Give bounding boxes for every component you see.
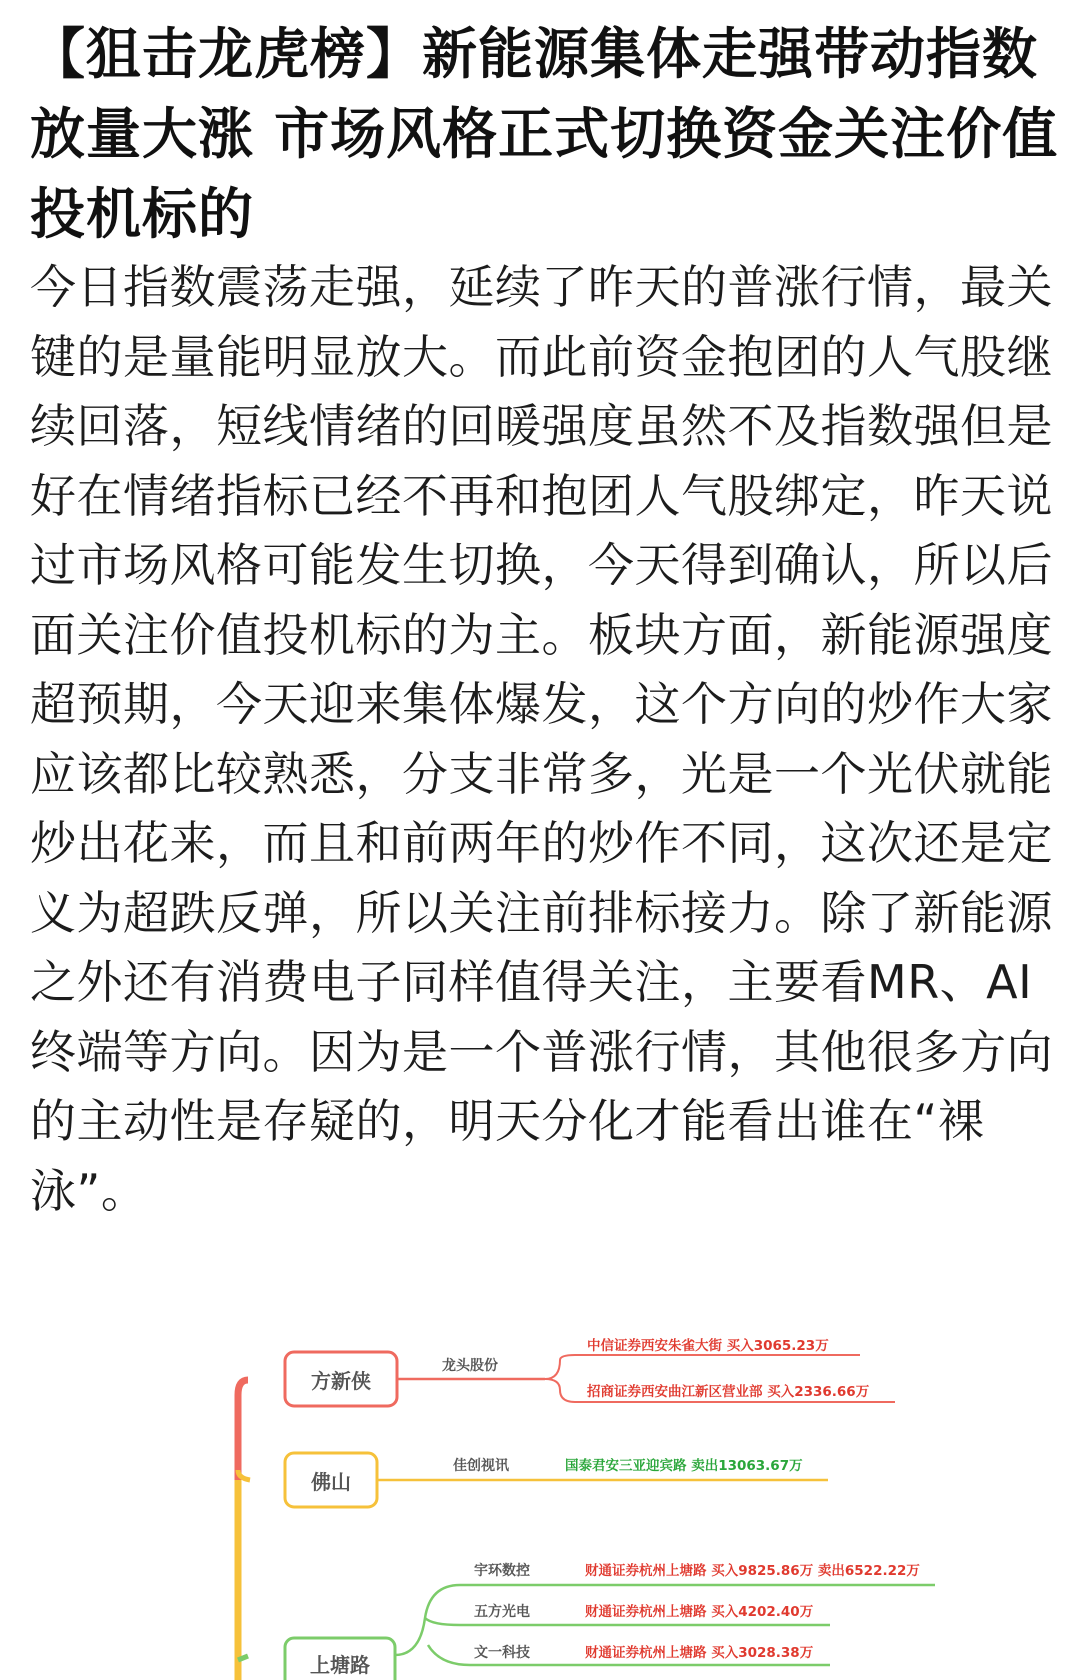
trunk-red — [238, 1380, 248, 1480]
mindmap-svg — [0, 1300, 1080, 1680]
node-shangtanglu-label: 上塘路 — [310, 1653, 370, 1677]
stock-wufang: 五方光电 — [474, 1604, 530, 1620]
line-longtou-seat1 — [545, 1355, 860, 1379]
stock-yuhuan: 宇环数控 — [474, 1563, 530, 1579]
node-foshan-label: 佛山 — [311, 1470, 351, 1494]
stock-wenyi: 文一科技 — [474, 1645, 530, 1661]
mindmap-image — [0, 1300, 1080, 1680]
seat-jiachuang-1: 国泰君安三亚迎宾路 卖出13063.67万 — [565, 1458, 803, 1474]
seat-longtou-2: 招商证券西安曲江新区营业部 买入2336.66万 — [587, 1384, 870, 1400]
trunk-yellow-join — [238, 1470, 250, 1480]
seat-yuhuan-1: 财通证券杭州上塘路 买入9825.86万 卖出6522.22万 — [585, 1563, 920, 1579]
stock-longtou: 龙头股份 — [442, 1358, 498, 1374]
article-title: 【狙击龙虎榜】新能源集体走强带动指数放量大涨 市场风格正式切换资金关注价值投机标的 — [30, 22, 1059, 246]
seat-wufang-1: 财通证券杭州上塘路 买入4202.40万 — [585, 1604, 814, 1620]
article-body: 今日指数震荡走强，延续了昨天的普涨行情，最关键的是量能明显放大。而此前资金抱团的人气股继续回落，短线情绪的回暖强度虽然不及指数强但是好在情绪指标已经不再和抱团人气股绑定，昨天说过市场风格可能发生切换，今天得到确认，所以后面关注价值投机标的为主。板块方面，新能源强度超预期，今天迎来集体爆发，这个方向的炒作大家应该都比较熟悉，分支非常多，光是一个光伏就能炒出花来，而且和前两年的炒作不同，这次还是定义为超跌反弹，所以关注前排标接力。除了新能源之外还有消费电子同样值得关注，主要看MR、AI终端等方向。因为是一个普涨行情，其他很多方向的主动性是存疑的，明天分化才能看出谁在“裸泳”。 — [30, 260, 1053, 1218]
stock-jiachuang: 佳创视讯 — [453, 1458, 509, 1474]
node-fangxinxia-label: 方新侠 — [311, 1369, 371, 1393]
seat-wenyi-1: 财通证券杭州上塘路 买入3028.38万 — [585, 1645, 814, 1661]
seat-longtou-1: 中信证券西安朱雀大街 买入3065.23万 — [587, 1338, 829, 1354]
